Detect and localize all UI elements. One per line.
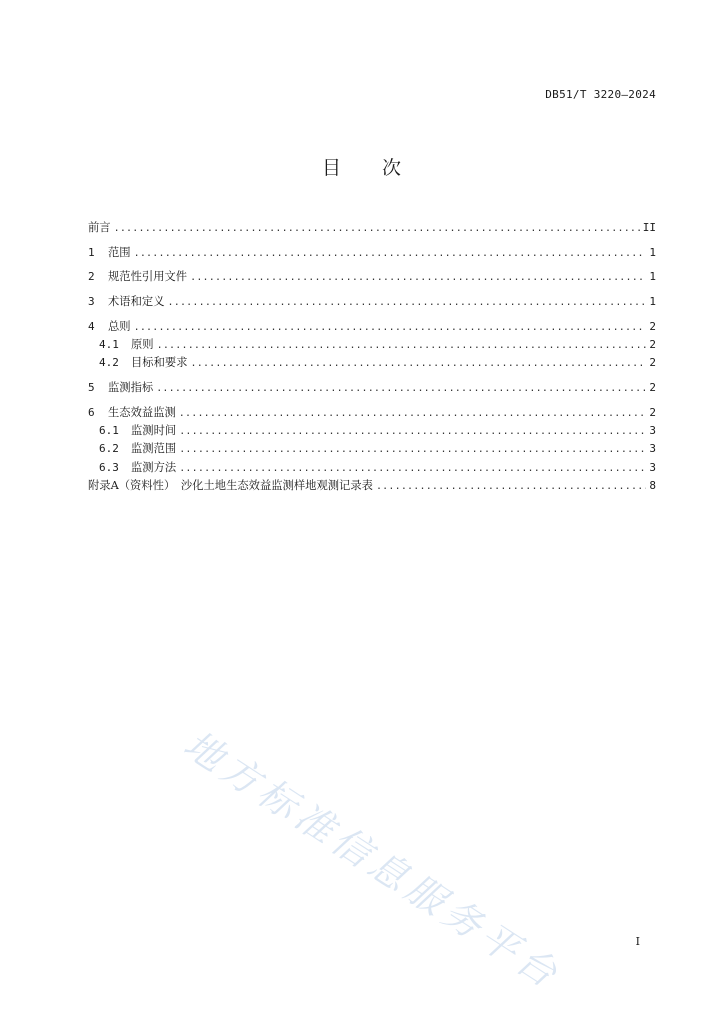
toc-entry-6-2[interactable] [88, 440, 656, 458]
toc-entry-page: 2 [649, 381, 656, 395]
toc-entry-title: 监测范围 [131, 442, 177, 456]
toc-entry-6-1[interactable] [88, 422, 656, 440]
toc-leader-dots [157, 340, 647, 351]
toc-entry-number: 4.2 [99, 356, 119, 370]
toc-entry-number: 6.3 [99, 460, 119, 474]
toc-leader-dots [134, 248, 647, 259]
toc-leader-dots [179, 426, 646, 437]
toc-entry-page: 2 [649, 338, 656, 352]
toc-entry-title: 总则 [108, 319, 131, 333]
watermark: 地方标准信息服务平台 [176, 721, 570, 999]
toc-entry-4[interactable] [88, 318, 656, 336]
toc-entry-number: 6.2 [99, 442, 119, 456]
toc-leader-dots [376, 481, 646, 492]
toc-entry-page: 1 [649, 245, 656, 259]
toc-entry-2[interactable] [88, 268, 656, 286]
toc-entry-number: 1 [88, 245, 95, 259]
toc-entry-page: 8 [649, 478, 656, 492]
table-of-contents [88, 219, 656, 495]
toc-entry-title: 附录A（资料性） 沙化土地生态效益监测样地观测记录表 [88, 478, 373, 492]
toc-leader-dots [156, 383, 646, 394]
page-number: I [635, 935, 640, 948]
toc-entry-4-2[interactable] [88, 354, 656, 372]
toc-entry-page: 2 [649, 319, 656, 333]
toc-leader-dots [168, 297, 647, 308]
toc-entry-page: 2 [649, 356, 656, 370]
toc-entry-5[interactable] [88, 379, 656, 397]
toc-entry-number: 4.1 [99, 338, 119, 352]
toc-entry-title: 生态效益监测 [108, 405, 176, 419]
toc-entry-number: 2 [88, 270, 95, 284]
toc-entry-number: 4 [88, 319, 95, 333]
toc-leader-dots [191, 358, 647, 369]
toc-entry-title: 原则 [131, 338, 154, 352]
title-char-right: 次 [382, 157, 403, 179]
toc-entry-appendix-a[interactable] [88, 477, 656, 495]
toc-entry-number: 3 [88, 295, 95, 309]
toc-entry-4-1[interactable] [88, 336, 656, 354]
title-char-left: 目 [321, 157, 342, 179]
toc-entry-number: 6 [88, 405, 95, 419]
toc-entry-title: 前言 [88, 221, 111, 234]
toc-leader-dots [179, 463, 646, 474]
toc-entry-1[interactable] [88, 244, 656, 262]
toc-leader-dots [190, 272, 646, 283]
toc-entry-number: 6.1 [99, 424, 119, 438]
toc-entry-page: 1 [649, 270, 656, 284]
toc-entry-page: 3 [649, 460, 656, 474]
toc-entry-number: 5 [88, 381, 95, 395]
toc-entry-page: 3 [649, 424, 656, 438]
toc-entry-6[interactable] [88, 404, 656, 422]
toc-leader-dots [134, 322, 647, 333]
toc-entry-foreword[interactable] [88, 219, 656, 237]
toc-leader-dots [179, 408, 647, 419]
toc-entry-title: 监测时间 [131, 424, 177, 438]
toc-entry-page: 3 [649, 442, 656, 456]
toc-entry-page: 1 [649, 295, 656, 309]
toc-entry-title: 规范性引用文件 [108, 270, 188, 284]
toc-entry-title: 监测方法 [131, 460, 177, 474]
toc-entry-title: 监测指标 [108, 381, 154, 395]
toc-entry-3[interactable] [88, 293, 656, 311]
toc-entry-title: 术语和定义 [108, 295, 165, 309]
page-title [0, 153, 724, 180]
toc-entry-title: 目标和要求 [131, 356, 188, 370]
toc-leader-dots [179, 444, 646, 455]
toc-entry-page: II [642, 221, 656, 234]
toc-entry-title: 范围 [108, 245, 131, 259]
toc-leader-dots [114, 223, 640, 234]
toc-entry-6-3[interactable] [88, 459, 656, 477]
toc-entry-page: 2 [649, 405, 656, 419]
document-code: DB51/T 3220—2024 [545, 88, 656, 101]
